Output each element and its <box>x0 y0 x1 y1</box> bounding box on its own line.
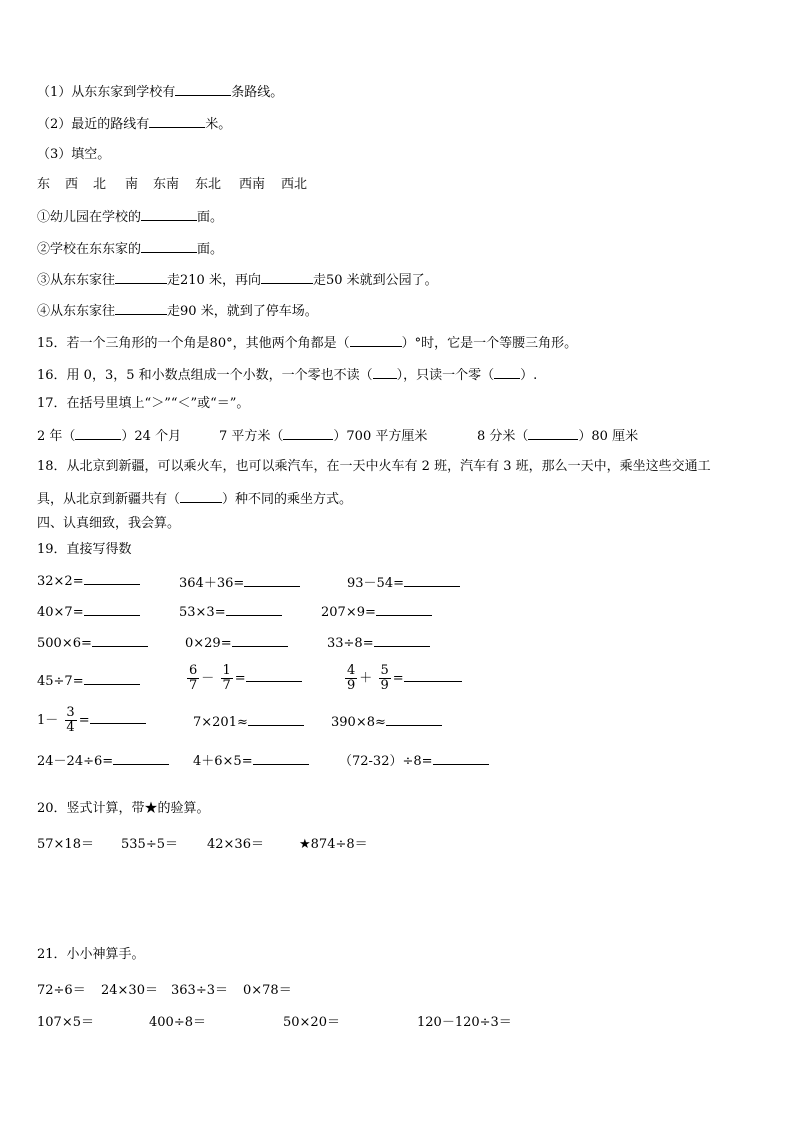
q14-fill-4: ④从东东家往 走90 米，就到了停车场。 <box>37 304 318 319</box>
calc-item: 0×29= <box>185 634 288 651</box>
answer-blank[interactable] <box>90 711 146 724</box>
answer-blank[interactable] <box>248 713 304 726</box>
calc-item: 364＋36= <box>179 572 300 591</box>
answer-blank[interactable] <box>433 752 489 765</box>
answer-blank[interactable] <box>141 208 197 221</box>
answer-blank[interactable] <box>115 302 167 315</box>
calc-item: 500×6= <box>37 634 148 651</box>
fraction: $\frac{3}{4}$ <box>66 705 75 735</box>
calc-item: 390×8≈ <box>331 713 442 730</box>
question-21-title: 21．小小神算手。 <box>37 947 145 962</box>
calc-row <box>37 750 757 770</box>
answer-blank[interactable] <box>84 672 140 685</box>
calc-item[interactable]: 120－120÷3＝ <box>417 1015 512 1030</box>
answer-blank[interactable] <box>494 366 520 379</box>
answer-blank[interactable] <box>404 574 460 587</box>
question-18-line-2: 具，从北京到新疆共有（ ）种不同的乘坐方式。 <box>37 492 353 507</box>
question-20-title: 20．竖式计算，带★的验算。 <box>37 801 210 816</box>
answer-blank[interactable] <box>113 752 169 765</box>
answer-blank[interactable] <box>244 574 300 587</box>
compare-item: 7 平方米（ ）700 平方厘米 <box>219 429 428 444</box>
calc-item[interactable]: 400÷8＝ <box>149 1015 206 1030</box>
calc-item: 33÷8= <box>327 634 430 651</box>
q14-part3: （3）填空。 <box>37 147 111 162</box>
calc-row-fractions <box>37 664 757 694</box>
calc-item: 93－54= <box>347 572 460 591</box>
calc-item[interactable]: 535÷5＝ <box>121 837 178 852</box>
calc-item[interactable]: 0×78＝ <box>243 983 292 998</box>
answer-blank[interactable] <box>374 634 430 647</box>
answer-blank[interactable] <box>232 634 288 647</box>
calc-item: 32×2= <box>37 572 140 589</box>
question-16: 16．用 0，3，5 和小数点组成一个小数，一个零也不读（ ），只读一个零（ ）. <box>37 368 538 383</box>
answer-blank[interactable] <box>283 427 333 440</box>
q14-fill-3: ③从东东家往 走210 米，再向 走50 米就到公园了。 <box>37 273 438 288</box>
question-17-items <box>37 427 638 445</box>
calc-row <box>37 603 757 623</box>
answer-blank[interactable] <box>350 334 402 347</box>
calc-item[interactable]: 72÷6＝ <box>37 983 86 998</box>
calc-item: 7×201≈ <box>193 713 304 730</box>
calc-item: 24－24÷6= <box>37 750 169 769</box>
calc-item[interactable]: 363÷3＝ <box>171 983 228 998</box>
calc-item[interactable]: 42×36＝ <box>207 837 264 852</box>
q14-fill-2: ②学校在东东家的 面。 <box>37 242 224 257</box>
answer-blank[interactable] <box>175 83 231 96</box>
fraction: $\frac{4}{9}$ <box>347 663 356 693</box>
question-15: 15．若一个三角形的一个角是80°，其他两个角都是（ ）°时，它是一个等腰三角形。 <box>37 336 578 351</box>
question-20-items <box>37 833 757 853</box>
calc-row-fraction-2 <box>37 706 757 736</box>
q14-fill-1: ①幼儿园在学校的 面。 <box>37 210 224 225</box>
q14-part1: （1）从东东家到学校有 条路线。 <box>37 85 284 100</box>
calc-item: 207×9= <box>321 603 432 620</box>
question-21-row-2 <box>37 1011 757 1031</box>
calc-item: 53×3= <box>179 603 282 620</box>
fraction: $\frac{5}{9}$ <box>380 663 389 693</box>
answer-blank[interactable] <box>84 603 140 616</box>
question-21-row-1 <box>37 979 757 999</box>
answer-blank[interactable] <box>404 669 462 682</box>
answer-blank[interactable] <box>246 669 302 682</box>
answer-blank[interactable] <box>376 603 432 616</box>
answer-blank[interactable] <box>373 366 397 379</box>
answer-blank[interactable] <box>115 271 167 284</box>
calc-item-fraction: $\frac{4}{9}$ ＋ $\frac{5}{9}$ = <box>343 664 462 693</box>
calc-item[interactable]: 57×18＝ <box>37 837 94 852</box>
calc-item[interactable]: 50×20＝ <box>283 1015 340 1030</box>
answer-blank[interactable] <box>84 572 140 585</box>
fraction: $\frac{1}{7}$ <box>222 663 231 693</box>
calc-row <box>37 572 757 592</box>
answer-blank[interactable] <box>75 427 121 440</box>
question-18-line-1: 18．从北京到新疆，可以乘火车，也可以乘汽车，在一天中火车有 2 班，汽车有 3 班，那么一天中，乘坐这些交通工 <box>37 459 711 474</box>
direction-options: 东 西 北 南 东南 东北 西南 西北 <box>37 177 308 192</box>
section-4-title: 四、认真细致，我会算。 <box>37 516 181 531</box>
answer-blank[interactable] <box>261 271 313 284</box>
question-19-title: 19．直接写得数 <box>37 542 132 557</box>
calc-item: 4＋6×5= <box>193 750 309 769</box>
calc-item: 45÷7= <box>37 672 140 689</box>
answer-blank[interactable] <box>226 603 282 616</box>
calc-item: 40×7= <box>37 603 140 620</box>
answer-blank[interactable] <box>386 713 442 726</box>
answer-blank[interactable] <box>92 634 148 647</box>
calc-item-fraction: $\frac{6}{7}$ － $\frac{1}{7}$ = <box>185 664 302 693</box>
calc-item[interactable]: 24×30＝ <box>101 983 158 998</box>
question-17-title: 17．在括号里填上“＞”“＜”或“＝”。 <box>37 396 250 411</box>
answer-blank[interactable] <box>149 115 205 128</box>
answer-blank[interactable] <box>253 752 309 765</box>
answer-blank[interactable] <box>180 490 222 503</box>
answer-blank[interactable] <box>141 240 197 253</box>
q14-part2: （2）最近的路线有 米。 <box>37 117 232 132</box>
calc-item[interactable]: ★874÷8＝ <box>299 837 368 852</box>
calc-item: （72-32）÷8= <box>339 750 489 769</box>
compare-item: 8 分米（ ）80 厘米 <box>477 429 639 444</box>
calc-item-fraction: 1－ $\frac{3}{4}$ = <box>37 706 146 735</box>
calc-row <box>37 634 757 654</box>
fraction: $\frac{6}{7}$ <box>189 663 198 693</box>
answer-blank[interactable] <box>528 427 578 440</box>
calc-item[interactable]: 107×5＝ <box>37 1015 94 1030</box>
compare-item: 2 年（ ）24 个月 <box>37 429 182 444</box>
